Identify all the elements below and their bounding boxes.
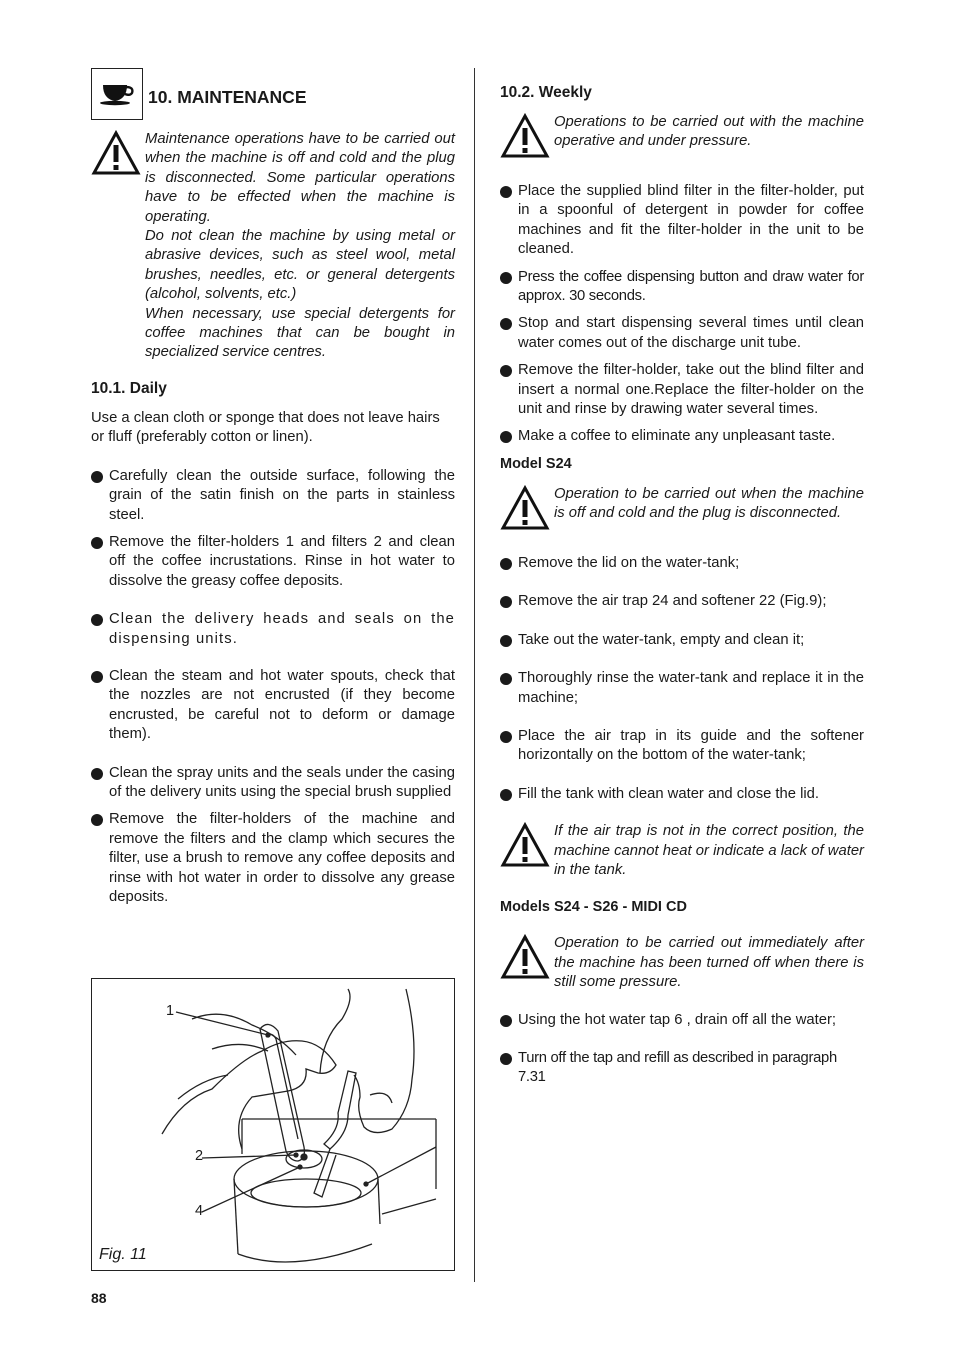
list-item: Remove the filter-holders of the machine and remove the filters and the clamp which secures the filter, use a brush to remove any coffee deposits and rinse with hot water in order to dissolve any grease deposits. (91, 810, 455, 907)
weekly-title: 10.2. Weekly (500, 84, 592, 101)
warning-paragraph: Maintenance operations have to be carried out when the machine is off and cold and the plug is disconnected. Some particular operations have to be effected when the machine is operating. (145, 131, 455, 225)
bullet-icon (500, 785, 518, 801)
list-item: Clean the delivery heads and seals on the dispensing units. (91, 610, 455, 649)
list-item: Clean the steam and hot water spouts, check that the nozzles are not encrusted (if they become encrusted, be careful not to deform or damage them). (91, 667, 455, 745)
figure-11 (91, 978, 455, 1271)
air-trap-warning (500, 822, 864, 880)
column-divider (474, 68, 475, 1282)
bullet-icon (91, 810, 109, 826)
list-item: Remove the filter-holder, take out the blind filter and insert a normal one.Replace the filter-holder on the unit and rinse by drawing water several times. (500, 361, 864, 419)
list-item: Place the supplied blind filter in the filter-holder, put in a spoonful of detergent in powder for coffee machines and fit the filter-holder in the unit to be cleaned. (500, 182, 864, 260)
bullet-icon (500, 1011, 518, 1027)
daily-title: 10.1. Daily (91, 379, 167, 397)
models-s24-s26-warning (500, 934, 864, 992)
list-item: Fill the tank with clean water and close the lid. (500, 785, 864, 804)
bullet-icon (91, 764, 109, 780)
daily-intro: Use a clean cloth or sponge that does not leave hairs or fluff (preferably cotton or linen). (91, 409, 440, 446)
coffee-cup-icon (91, 68, 143, 120)
bullet-icon (500, 268, 518, 284)
bullet-icon (500, 669, 518, 685)
filter-holder-illustration (92, 979, 455, 1271)
models-s24-s26-warning-text: Operation to be carried out immediately after the machine has been turned off when there is still some pressure. (554, 935, 864, 991)
figure-label-2: 2 (195, 1148, 204, 1164)
air-trap-warning-text: If the air trap is not in the correct position, the machine cannot heat or indicate a lack of water in the tank. (554, 823, 864, 878)
list-item: Remove the filter-holders 1 and filters 2 and clean off the coffee incrustations. Rinse in hot water to dissolve the greasy coffee deposits. (91, 533, 455, 591)
bullet-icon (500, 631, 518, 647)
list-item: Carefully clean the outside surface, following the grain of the satin finish on the parts in stainless steel. (91, 467, 455, 525)
right-column (500, 84, 864, 1088)
bullet-icon (91, 667, 109, 683)
warning-icon (500, 485, 554, 536)
list-item: Remove the lid on the water-tank; (500, 554, 864, 573)
bullet-icon (91, 533, 109, 549)
intro-warning (91, 130, 455, 363)
page-number: 88 (91, 1290, 107, 1306)
list-item: Stop and start dispensing several times until clean water comes out of the discharge unit tube. (500, 314, 864, 353)
bullet-icon (91, 610, 109, 626)
bullet-icon (500, 592, 518, 608)
list-item: Take out the water-tank, empty and clean it; (500, 631, 864, 650)
list-item: Place the air trap in its guide and the softener horizontally on the bottom of the water-tank; (500, 727, 864, 766)
models-s24-s26-title: Models S24 - S26 - MIDI CD (500, 899, 687, 916)
bullet-icon (500, 361, 518, 377)
bullet-icon (91, 467, 109, 483)
list-item: Press the coffee dispensing button and draw water for approx. 30 seconds. (500, 268, 864, 307)
left-column (91, 68, 455, 907)
model-s24-warning-text: Operation to be carried out when the machine is off and cold and the plug is disconnected. (554, 485, 864, 522)
warning-icon (500, 822, 554, 873)
list-item: Thoroughly rinse the water-tank and replace it in the machine; (500, 669, 864, 708)
weekly-warning-text: Operations to be carried out with the machine operative and under pressure. (554, 114, 864, 150)
weekly-warning (500, 113, 864, 164)
intro-warning-text (145, 130, 455, 363)
warning-icon (500, 113, 554, 164)
bullet-icon (500, 427, 518, 443)
model-s24-warning (500, 485, 864, 536)
bullet-icon (500, 1049, 518, 1065)
list-item: Using the hot water tap 6 , drain off all the water; (500, 1011, 864, 1030)
figure-caption: Fig. 11 (99, 1246, 147, 1263)
list-item: Turn off the tap and refill as described in paragraph 7.31 (500, 1049, 864, 1088)
warning-paragraph: When necessary, use special detergents for coffee machines that can be bought in specialized service centres. (145, 305, 455, 361)
figure-label-1: 1 (166, 1003, 175, 1019)
list-item: Clean the spray units and the seals under the casing of the delivery units using the special brush supplied (91, 764, 455, 803)
section-title: 10. MAINTENANCE (148, 86, 307, 107)
list-item: Remove the air trap 24 and softener 22 (Fig.9); (500, 592, 864, 611)
bullet-icon (500, 727, 518, 743)
bullet-icon (500, 554, 518, 570)
warning-icon (500, 934, 554, 985)
figure-label-4: 4 (195, 1203, 204, 1219)
bullet-icon (500, 314, 518, 330)
bullet-icon (500, 182, 518, 198)
warning-paragraph: Do not clean the machine by using metal or abrasive devices, such as steel wool, metal brushes, needles, etc. or general detergents (alcohol, solvents, etc.) (145, 228, 455, 303)
model-s24-title: Model S24 (500, 455, 572, 472)
section-header (91, 68, 455, 120)
list-item: Make a coffee to eliminate any unpleasant taste. (500, 427, 864, 446)
warning-icon (91, 130, 145, 181)
